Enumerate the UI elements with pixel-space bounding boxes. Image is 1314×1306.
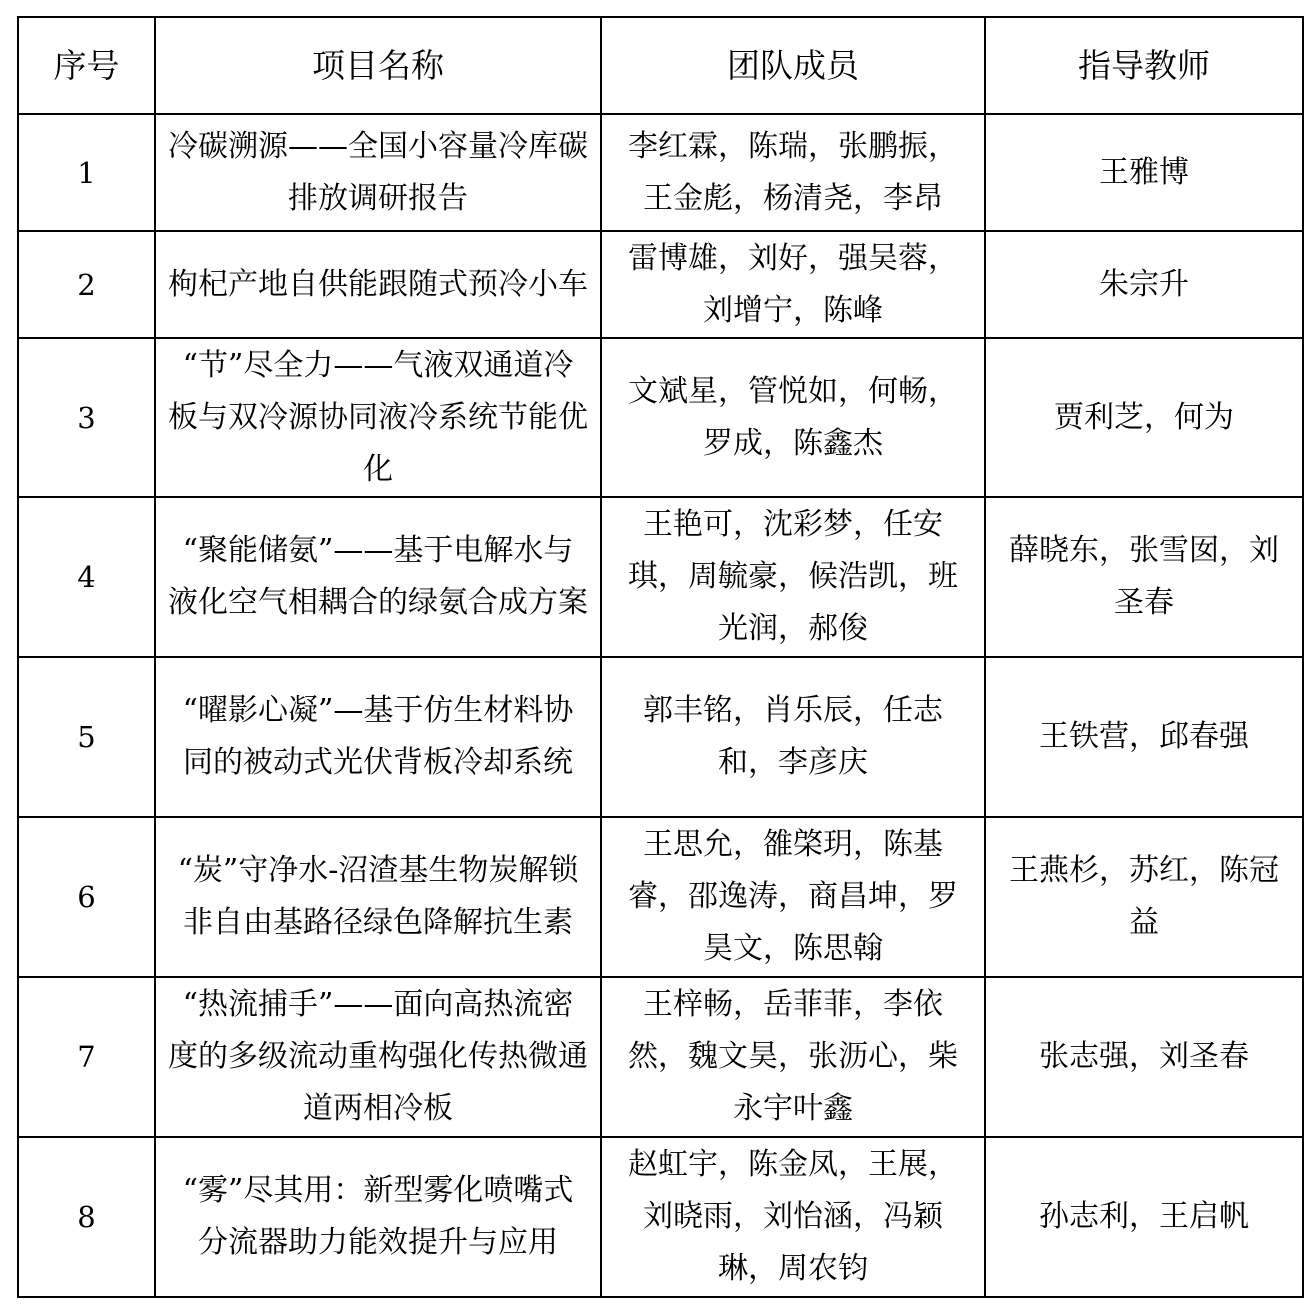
row-advisors: 孙志利，王启帆 [985,1137,1303,1297]
row-project: “雾”尽其用：新型雾化喷嘴式分流器助力能效提升与应用 [155,1137,601,1297]
row-index: 5 [18,657,155,817]
row-index: 6 [18,817,155,977]
table-header-row [18,17,1303,114]
row-index: 1 [18,114,155,231]
table-row [18,497,1303,657]
row-project: “曜影心凝”—基于仿生材料协同的被动式光伏背板冷却系统 [155,657,601,817]
row-advisors: 朱宗升 [985,231,1303,338]
row-advisors: 王燕杉，苏红，陈冠益 [985,817,1303,977]
row-members: 赵虹宇，陈金凤，王展，刘晓雨，刘怡涵，冯颖琳，周农钧 [601,1137,985,1297]
row-members: 文斌星，管悦如，何畅，罗成，陈鑫杰 [601,338,985,497]
row-members: 李红霖，陈瑞，张鹏振，王金彪，杨清尧，李昂 [601,114,985,231]
project-table-container [17,16,1304,1298]
row-project: 枸杞产地自供能跟随式预冷小车 [155,231,601,338]
row-index: 7 [18,977,155,1137]
row-project: “聚能储氨”——基于电解水与液化空气相耦合的绿氨合成方案 [155,497,601,657]
header-index: 序号 [18,17,155,114]
project-table [17,16,1304,1298]
table-row [18,1137,1303,1297]
row-project: 冷碳溯源——全国小容量冷库碳排放调研报告 [155,114,601,231]
table-row [18,977,1303,1137]
table-row [18,114,1303,231]
row-project: “热流捕手”——面向高热流密度的多级流动重构强化传热微通道两相冷板 [155,977,601,1137]
header-advisors: 指导教师 [985,17,1303,114]
row-advisors: 贾利芝，何为 [985,338,1303,497]
header-members: 团队成员 [601,17,985,114]
row-advisors: 王铁营，邱春强 [985,657,1303,817]
row-advisors: 王雅博 [985,114,1303,231]
row-members: 王艳可，沈彩梦，任安琪，周毓豪，候浩凯，班光润，郝俊 [601,497,985,657]
row-index: 8 [18,1137,155,1297]
header-project: 项目名称 [155,17,601,114]
row-advisors: 张志强，刘圣春 [985,977,1303,1137]
row-members: 王梓畅，岳菲菲，李依然，魏文昊，张沥心，柴永宇叶鑫 [601,977,985,1137]
row-members: 王思允，雒棨玥，陈基睿，邵逸涛，商昌坤，罗昊文，陈思翰 [601,817,985,977]
row-index: 2 [18,231,155,338]
row-members: 雷博雄，刘好，强吴蓉，刘增宁，陈峰 [601,231,985,338]
table-row [18,657,1303,817]
row-advisors: 薛晓东，张雪囡，刘圣春 [985,497,1303,657]
row-index: 3 [18,338,155,497]
row-index: 4 [18,497,155,657]
table-row [18,338,1303,497]
table-row [18,231,1303,338]
row-project: “炭”守净水-沼渣基生物炭解锁非自由基路径绿色降解抗生素 [155,817,601,977]
row-members: 郭丰铭，肖乐辰，任志和，李彦庆 [601,657,985,817]
table-row [18,817,1303,977]
row-project: “节”尽全力——气液双通道冷板与双冷源协同液冷系统节能优化 [155,338,601,497]
